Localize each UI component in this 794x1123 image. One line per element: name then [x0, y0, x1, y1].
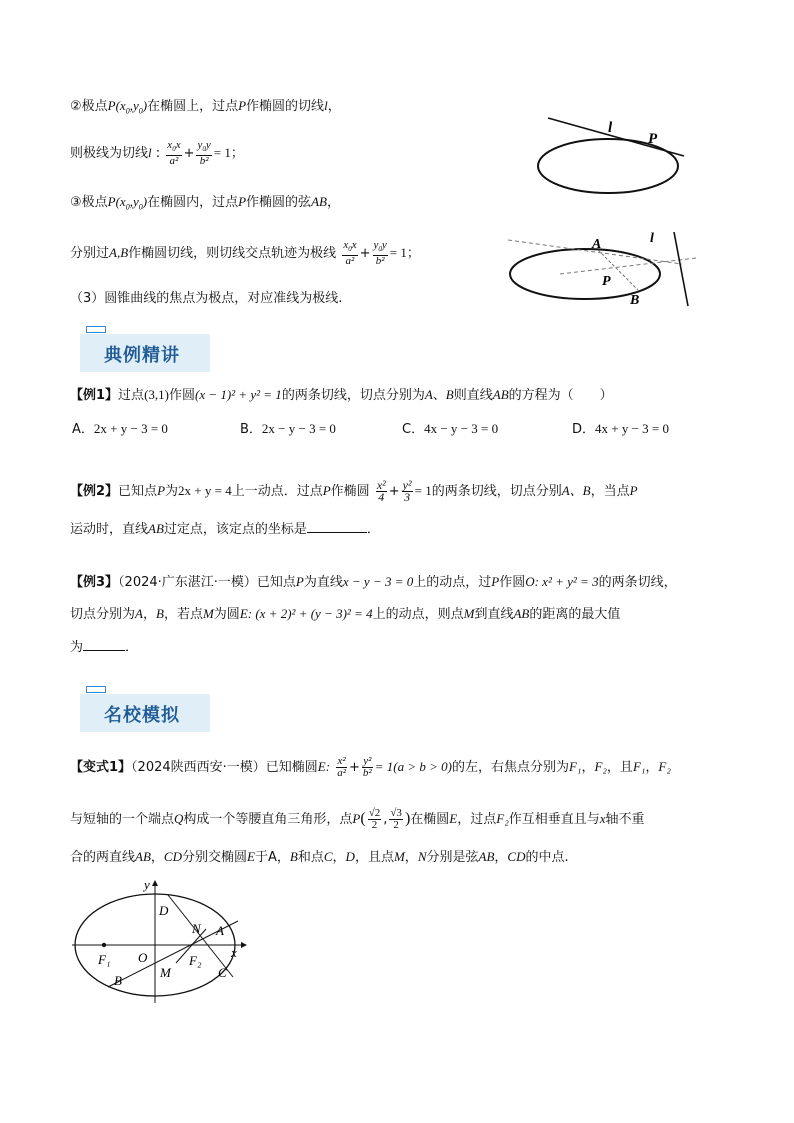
tangent-dashed-2 [560, 258, 696, 274]
label-y: y [144, 877, 150, 892]
section-title-2: 名校模拟 [104, 705, 180, 726]
section-marker-icon [86, 326, 106, 333]
focus-f1 [102, 943, 106, 947]
option-c[interactable]: C．4x − y − 3 = 0 [402, 421, 499, 437]
example-3-line2: 切点分别为A，B，若点M为圆E: (x + 2)² + (y − 3)² = 4上的动点，则点M到直线AB的距离的最大值 [70, 606, 621, 622]
item3-polar-line: 分别过A,B作椭圆切线，则切线交点轨迹为极线 $\frac{x_0x}{\text{a²}}$ + $\frac{y_0y}{\text{b²}}$ = 1； [70, 239, 420, 268]
point-p0: $P(x_0,y_0)$ [107, 98, 148, 116]
ellipse-shape-2 [510, 249, 660, 299]
item2-line: ②极点$P(x_0,y_0)$在椭圆上，过点P作椭圆的切线l， [70, 98, 341, 116]
answer-blank-3[interactable] [83, 638, 125, 651]
item5-line: （3）圆锥曲线的焦点为极点，对应准线为极线. [70, 291, 343, 306]
polar-line-l [674, 232, 688, 306]
example-2-line2: 运动时，直线AB过定点，该定点的坐标是 ． [70, 521, 380, 537]
label-b3: B [114, 973, 122, 988]
section-marker-icon-2 [86, 686, 106, 693]
option-a[interactable]: A．2x + y − 3 = 0 [72, 421, 168, 437]
item3-line: ③极点$P(x_0,y_0)$在椭圆内，过点P作椭圆的弦AB， [70, 194, 340, 212]
tangent-line [548, 118, 684, 156]
label-l: l [608, 120, 613, 136]
example-1: 【例1】过点(3,1)作圆(x − 1)² + y² = 1的两条切线，切点分别为A、B则直线AB的方程为（ ） [70, 387, 613, 403]
option-b[interactable]: B．2x − y − 3 = 0 [240, 421, 336, 437]
figure-chord-polar [500, 228, 700, 308]
ellipse-shape [538, 139, 678, 193]
label-b: B [630, 293, 640, 308]
variant-1-line2: 与短轴的一个端点Q构成一个等腰直角三角形，点P( $\frac{√2}{2}$ , $\frac{√3}{2}$ )在椭圆E，过点F₂作互相垂直且与x轴不重 [70, 807, 645, 831]
section-header-simulation [80, 694, 210, 732]
label-d3: D [159, 903, 169, 918]
label-l2: l [650, 231, 654, 246]
label-a3: A [216, 923, 224, 938]
label-a: A [592, 237, 602, 252]
example-3-line3: 为 ． [70, 640, 139, 655]
label-f1: F₁ [98, 952, 111, 967]
example-3-line1: 【例3】（2024·广东湛江·一模）已知点P为直线x − y − 3 = 0上的动点，过P作圆O: x² + y² = 3的两条切线， [70, 574, 677, 590]
example-2-line1: 【例2】已知点P为2x + y = 4上一动点．过点P作椭圆 $\frac{\text{x²}}{4}$ + $\frac{\text{y²}}{3}$ = 1的两条切线，切点分别A、B，当点P [70, 478, 638, 504]
section-title: 典例精讲 [104, 345, 180, 366]
variant-1-line1: 【变式1】（2024陕西西安·一模）已知椭圆E: $\frac{\text{x²}}{\text{a²}}$ + $\frac{\text{y²}}{\text{b²}}$ = 1(a > b > 0)的左，右焦点分别为F₁，F₂，且F₁，F₂ [70, 755, 671, 779]
label-o: O [138, 950, 148, 965]
label-n3: N [192, 921, 201, 936]
label-p2: P [602, 274, 611, 289]
label-x: x [231, 945, 237, 960]
label-f2: F₂ [189, 953, 202, 968]
label-m3: M [160, 965, 171, 980]
answer-blank-2[interactable] [307, 520, 367, 533]
figure-tangent-ellipse [530, 112, 690, 198]
variant-1-line3: 合的两直线AB，CD分别交椭圆E于A，B和点C，D，且点M，N分别是弦AB，CD的中点. [70, 849, 569, 865]
section-header-examples [80, 334, 210, 372]
label-p: P [648, 131, 658, 147]
option-d[interactable]: D．4x + y − 3 = 0 [572, 421, 670, 437]
item2-polar-line: 则极线为切线l : $\frac{x_0x}{\text{a²}}$ + $\frac{y_0y}{\text{b²}}$ = 1； [70, 139, 244, 168]
figure-ellipse-axes [68, 875, 253, 1005]
label-c3: C [218, 965, 227, 980]
